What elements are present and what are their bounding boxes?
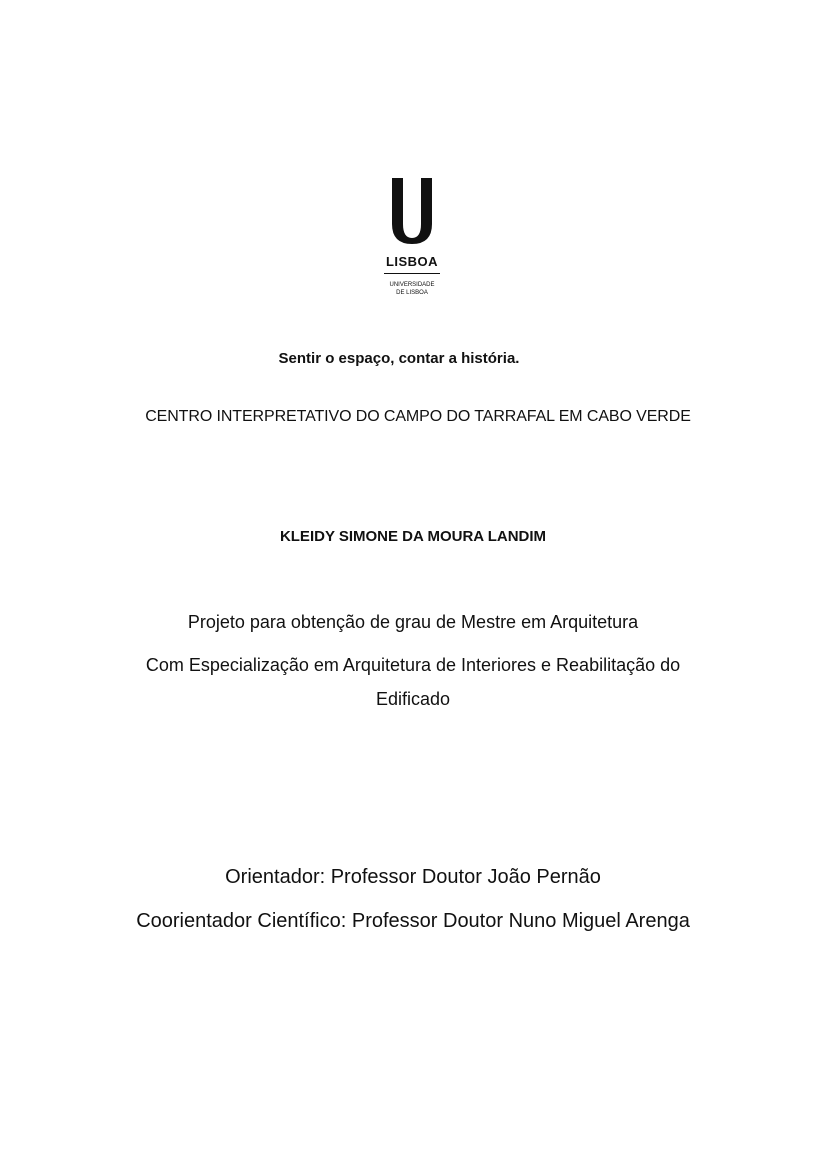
degree-line-1: Projeto para obtenção de grau de Mestre em Arquitetura — [187, 612, 639, 632]
coadvisor: Coorientador Científico: Professor Doutor Nuno Miguel Arenga — [136, 910, 690, 932]
degree-line-3: Edificado — [375, 689, 451, 709]
author-name: KLEIDY SIMONE DA MOURA LANDIM — [279, 528, 547, 545]
logo-name: LISBOA — [385, 254, 439, 269]
u-lisboa-emblem-icon — [376, 172, 448, 304]
university-logo — [376, 172, 448, 304]
thesis-title: CENTRO INTERPRETATIVO DO CAMPO DO TARRAFAL EM CABO VERDE — [145, 408, 691, 425]
logo-subline-2: DE LISBOA — [396, 290, 428, 296]
logo-subline-1: UNIVERSIDADE — [389, 282, 435, 288]
degree-line-2: Com Especialização em Arquitetura de Interiores e Reabilitação do — [145, 655, 681, 675]
advisor: Orientador: Professor Doutor João Pernão — [225, 866, 601, 888]
thesis-subtitle: Sentir o espaço, contar a história. — [278, 350, 520, 367]
